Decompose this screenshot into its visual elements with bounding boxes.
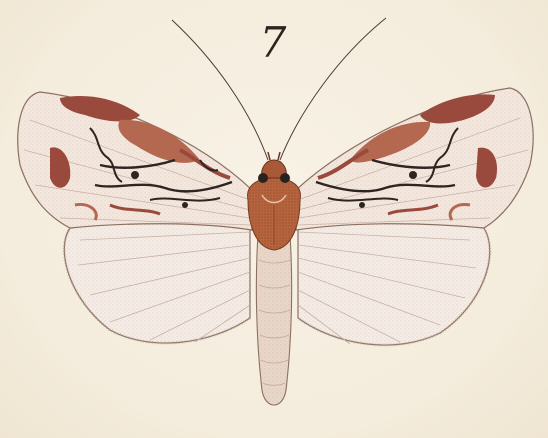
right-eye [280,173,290,183]
figure-number: 7 [259,18,287,67]
body [248,152,301,405]
antennae [172,18,386,160]
left-antenna [172,20,268,160]
left-eye [258,173,268,183]
